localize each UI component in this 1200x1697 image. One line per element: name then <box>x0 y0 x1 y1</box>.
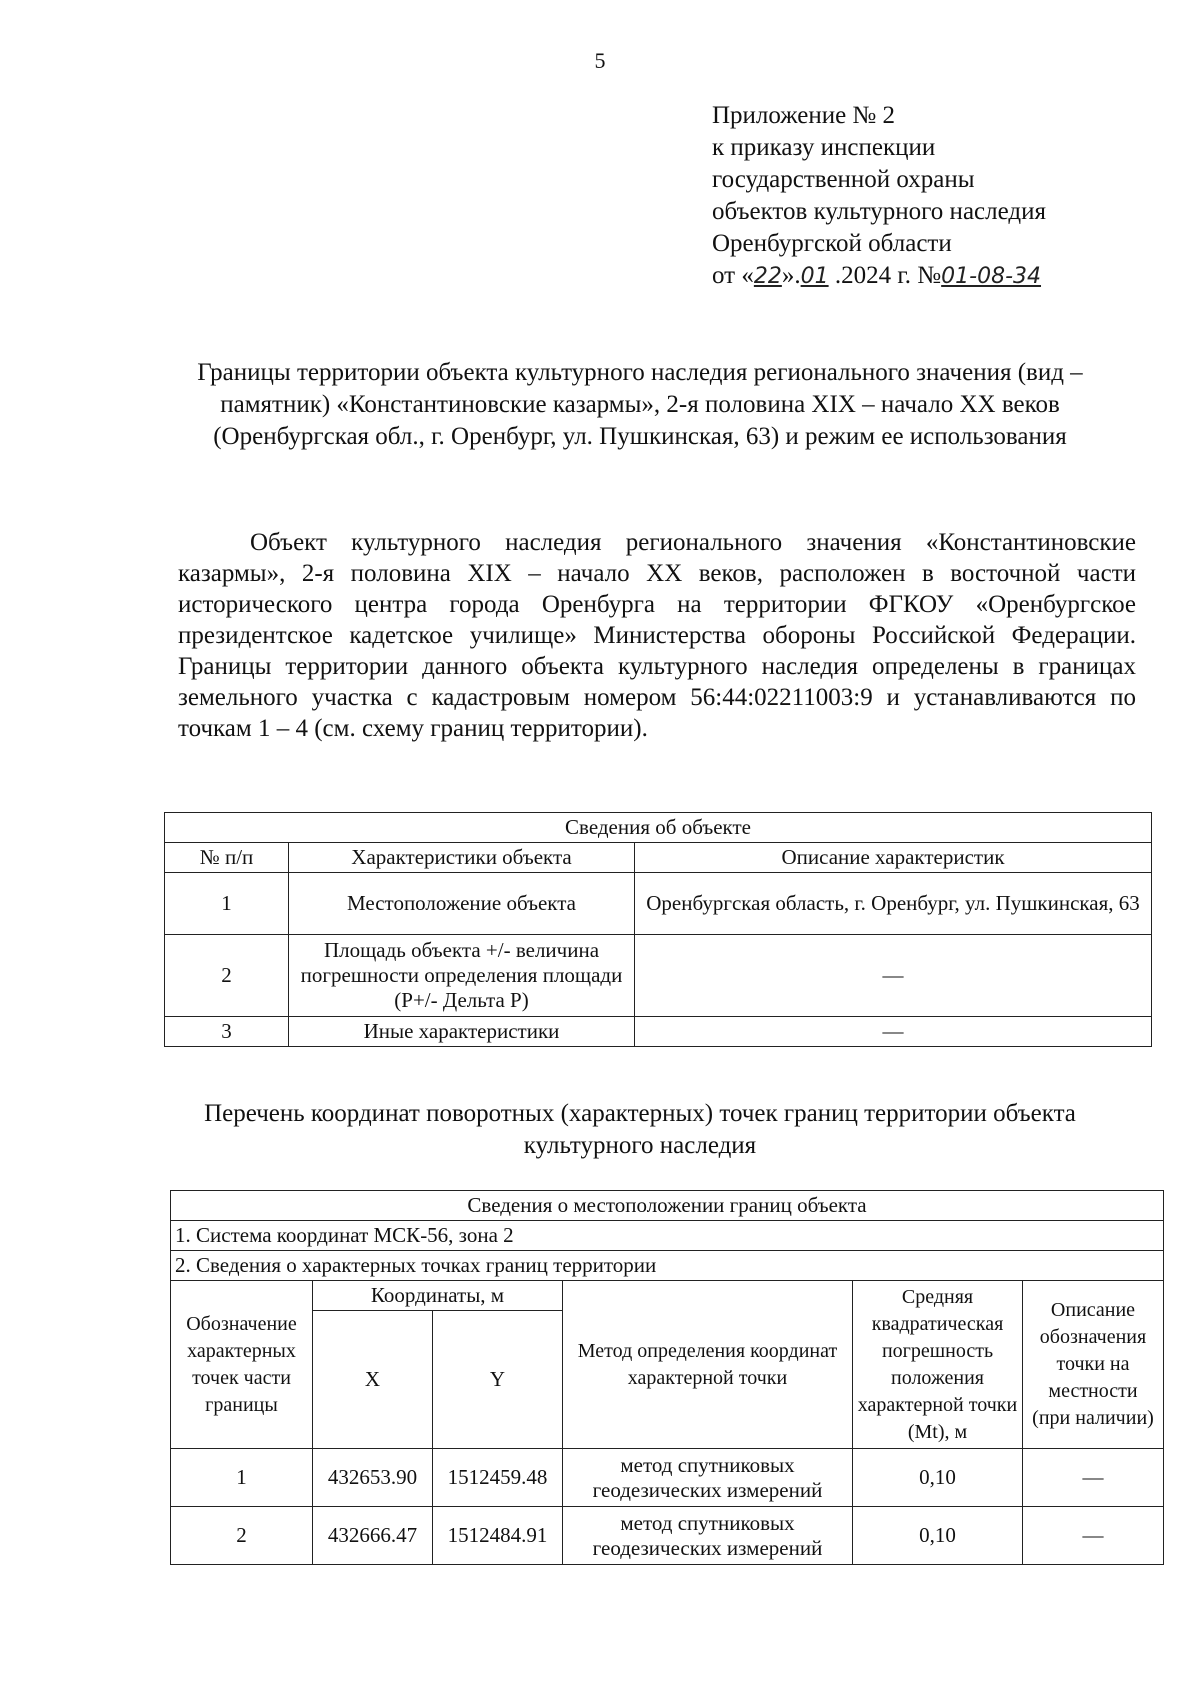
point-x: 432653.90 <box>313 1449 433 1507</box>
row-name: Иные характеристики <box>289 1017 635 1047</box>
point-x: 432666.47 <box>313 1507 433 1565</box>
object-info-table <box>164 812 1152 1047</box>
point-y: 1512484.91 <box>433 1507 563 1565</box>
col-y: Y <box>433 1311 563 1449</box>
table-row <box>171 1449 1164 1507</box>
handwritten-month: 01 <box>800 264 829 289</box>
header-number: № п/п <box>165 843 289 873</box>
appendix-header <box>712 100 1152 293</box>
appendix-line: Приложение № 2 <box>712 102 896 129</box>
row-name: Местоположение объекта <box>289 873 635 935</box>
point-desc: — <box>1023 1449 1164 1507</box>
appendix-line: государственной охраны <box>712 166 975 193</box>
row-number: 2 <box>165 935 289 1017</box>
point-error: 0,10 <box>853 1507 1023 1565</box>
coords-table-caption: Сведения о местоположении границ объекта <box>171 1191 1164 1221</box>
point-id: 1 <box>171 1449 313 1507</box>
header-description: Описание характеристик <box>635 843 1152 873</box>
table-row <box>165 1017 1152 1047</box>
point-method: метод спутниковых геодезических измерений <box>563 1449 853 1507</box>
col-error: Средняя квадратическая погрешность положения характерной точки (Mt), м <box>853 1281 1023 1449</box>
description-paragraph: Объект культурного наследия регионального значения «Константиновские казармы», 2-я половина XIX – начало XX веков, расположен в восточной части исторического центра города Оренбурга на территории ФГКОУ «Оренбургское президентское кадетское училище» Министерства обороны Российской Федерации. Границы территории данного объекта культурного наследия определены в границах земельного участка с кадастровым номером 56:44:02211003:9 и устанавливаются по точкам 1 – 4 (см. схему границ территории). <box>178 529 1136 742</box>
table-row <box>165 873 1152 935</box>
table-row <box>165 935 1152 1017</box>
coordinate-system: 1. Система координат МСК-56, зона 2 <box>171 1221 1164 1251</box>
col-point-description: Описание обозначения точки на местности (при наличии) <box>1023 1281 1164 1449</box>
document-title: Границы территории объекта культурного наследия регионального значения (вид – памятник) «Константиновские казармы», 2-я половина XIX – начало XX веков (Оренбургская обл., г. Оренбург, ул. Пушкинская, 63) и режим ее использования <box>197 359 1083 450</box>
appendix-line: Оренбургской области <box>712 230 952 257</box>
appendix-line: объектов культурного наследия <box>712 198 1046 225</box>
point-method: метод спутниковых геодезических измерений <box>563 1507 853 1565</box>
row-name: Площадь объекта +/- величина погрешности определения площади (P+/- Дельта P) <box>289 935 635 1017</box>
handwritten-order-number: 01-08-34 <box>941 264 1042 289</box>
row-desc: — <box>635 1017 1152 1047</box>
col-designation: Обозначение характерных точек части границы <box>171 1281 313 1449</box>
row-number: 1 <box>165 873 289 935</box>
handwritten-day: 22 <box>753 264 782 289</box>
point-desc: — <box>1023 1507 1164 1565</box>
point-error: 0,10 <box>853 1449 1023 1507</box>
row-desc: — <box>635 935 1152 1017</box>
row-desc: Оренбургская область, г. Оренбург, ул. Пушкинская, 63 <box>635 873 1152 935</box>
col-coordinates: Координаты, м <box>313 1281 563 1311</box>
appendix-date-line <box>712 260 1152 293</box>
point-id: 2 <box>171 1507 313 1565</box>
date-year: .2024 г. № <box>828 262 942 289</box>
object-table-caption: Сведения об объекте <box>165 813 1152 843</box>
header-characteristic: Характеристики объекта <box>289 843 635 873</box>
coordinates-heading: Перечень координат поворотных (характерных) точек границ территории объекта культурного наследия <box>204 1100 1076 1159</box>
date-prefix: от « <box>712 262 754 289</box>
col-method: Метод определения координат характерной точки <box>563 1281 853 1449</box>
points-caption: 2. Сведения о характерных точках границ территории <box>171 1251 1164 1281</box>
row-number: 3 <box>165 1017 289 1047</box>
coordinates-table <box>170 1190 1164 1565</box>
date-mid: ». <box>781 262 801 289</box>
point-y: 1512459.48 <box>433 1449 563 1507</box>
col-x: X <box>313 1311 433 1449</box>
appendix-line: к приказу инспекции <box>712 134 936 161</box>
table-row <box>171 1507 1164 1565</box>
page-number: 5 <box>594 48 606 73</box>
